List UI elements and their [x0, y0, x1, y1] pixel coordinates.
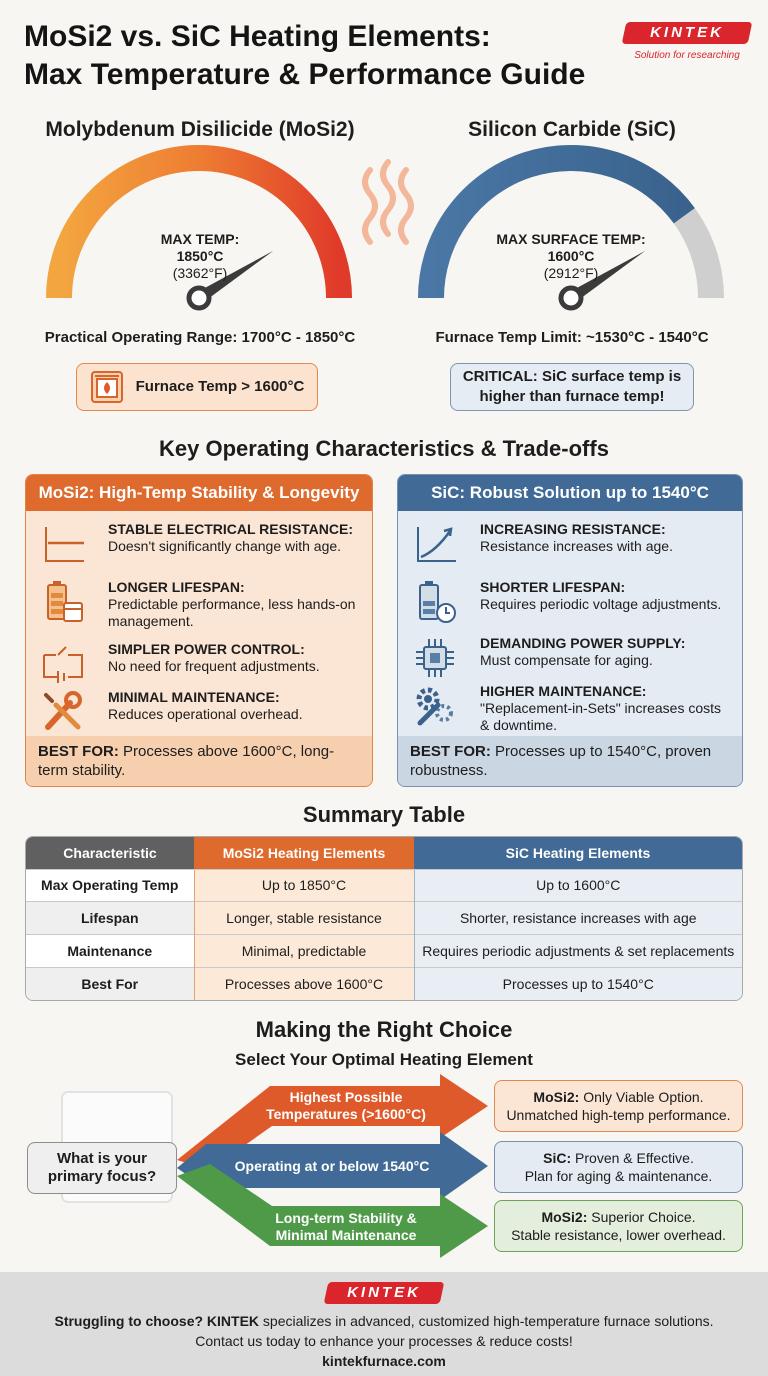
mosi-feature [26, 641, 372, 695]
feature-title: HIGHER MAINTENANCE: [480, 683, 647, 699]
option-label-1 [248, 1089, 444, 1123]
sic-callout-line-1: CRITICAL: SiC surface temp is [462, 368, 682, 385]
sic-max-temp [490, 231, 652, 282]
feature-desc: Doesn't significantly change with age. [108, 538, 342, 554]
rising-graph-icon [412, 521, 458, 567]
sic-callout [450, 363, 694, 411]
mosi-callout [76, 363, 318, 411]
sic-gauge-title: Silicon Carbide (SiC) [468, 118, 676, 141]
table-cell: Requires periodic adjustments & set replacements [414, 935, 742, 968]
heat-waves-icon [365, 162, 411, 242]
table-row [26, 968, 742, 1000]
result-2-rest: Proven & Effective. [575, 1150, 694, 1166]
table-cell: Lifespan [26, 902, 194, 935]
best-for-text: Processes above 1600°C, long-term stability. [38, 743, 335, 779]
feature-title: SHORTER LIFESPAN: [480, 579, 626, 595]
feature-title: STABLE ELECTRICAL RESISTANCE: [108, 521, 354, 537]
sic-panel-header: SiC: Robust Solution up to 1540°C [398, 475, 742, 511]
mosi-feature [26, 689, 372, 743]
feature-title: DEMANDING POWER SUPPLY: [480, 635, 686, 651]
option-label-3 [248, 1210, 444, 1244]
mosi-max-celsius: 1850°C [176, 248, 224, 264]
mosi-feature [26, 579, 372, 633]
table-cell: Maintenance [26, 935, 194, 968]
logo-tagline: Solution for researching [634, 50, 740, 61]
footer-logo-text: KINTEK [347, 1284, 421, 1301]
furnace-icon [90, 370, 124, 404]
footer-logo[interactable] [326, 1282, 442, 1304]
table-cell: Shorter, resistance increases with age [414, 902, 742, 935]
sic-feature [398, 521, 742, 575]
best-for-label: BEST FOR: [38, 743, 119, 760]
option-label-2: Operating at or below 1540°C [234, 1158, 430, 1174]
best-for-text: Processes up to 1540°C, proven robustness. [410, 743, 712, 779]
circuit-switch-icon [40, 641, 86, 687]
mosi-operating-range: Practical Operating Range: 1700°C - 1850°C [44, 329, 356, 346]
mosi-feature [26, 521, 372, 575]
title-line-2: Max Temperature & Performance Guide [24, 58, 586, 91]
table-cell: Minimal, predictable [194, 935, 414, 968]
question-line-2: primary focus? [47, 1168, 157, 1185]
characteristics-heading: Key Operating Characteristics & Trade-offs [159, 436, 609, 461]
table-cell: Up to 1850°C [194, 869, 414, 902]
table-cell: Best For [26, 968, 194, 1000]
sic-feature [398, 579, 742, 633]
sic-gauge-hub [561, 288, 581, 308]
feature-title: INCREASING RESISTANCE: [480, 521, 666, 537]
table-cell: Processes up to 1540°C [414, 968, 742, 1000]
sic-best-for [398, 736, 742, 786]
table-row [26, 902, 742, 935]
title-line-1: MoSi2 vs. SiC Heating Elements: [24, 20, 491, 53]
footer-line-1-rest: specializes in advanced, customized high-temperature furnace solutions. [259, 1313, 714, 1329]
mosi-best-for [26, 736, 372, 786]
result-sic-effective [494, 1141, 743, 1193]
gears-wrench-icon [412, 683, 458, 729]
battery-calendar-icon [40, 579, 86, 625]
best-for-label: BEST FOR: [410, 743, 491, 760]
option-3-line-2: Minimal Maintenance [275, 1227, 417, 1243]
table-header-row [26, 837, 742, 869]
sic-max-celsius: 1600°C [547, 248, 595, 264]
summary-heading: Summary Table [302, 802, 466, 827]
logo-text: KINTEK [650, 24, 724, 41]
sic-feature [398, 683, 742, 737]
kintek-logo[interactable] [620, 22, 754, 64]
question-line-1: What is your [56, 1150, 147, 1167]
mosi-max-temp [130, 231, 270, 282]
feature-desc: Reduces operational overhead. [108, 706, 303, 722]
wrench-screwdriver-icon [40, 689, 86, 735]
option-1-line-1: Highest Possible [289, 1089, 403, 1105]
mosi-panel-header: MoSi2: High-Temp Stability & Longevity [26, 475, 372, 511]
footer-url-link[interactable]: kintekfurnace.com [322, 1353, 446, 1369]
table-row [26, 869, 742, 902]
result-mosi-superior [494, 1200, 743, 1252]
mosi-characteristics-panel [25, 474, 373, 787]
sic-feature [398, 635, 742, 689]
result-2-bold: SiC: [543, 1150, 572, 1166]
footer-line-2: Contact us today to enhance your processes & reduce costs! [195, 1333, 573, 1349]
result-3-rest: Superior Choice. [591, 1209, 696, 1225]
result-1-bold: MoSi2: [533, 1089, 580, 1105]
mosi-max-label: MAX TEMP: [160, 231, 240, 247]
feature-desc: Requires periodic voltage adjustments. [480, 596, 722, 612]
feature-desc: "Replacement-in-Sets" increases costs & downtime. [480, 700, 722, 733]
primary-focus-question [27, 1142, 177, 1194]
feature-desc: No need for frequent adjustments. [108, 658, 320, 674]
feature-desc: Resistance increases with age. [480, 538, 673, 554]
sic-callout-line-2: higher than furnace temp! [479, 388, 665, 405]
result-3-bold: MoSi2: [541, 1209, 588, 1225]
footer-line-1 [0, 1311, 768, 1331]
feature-title: LONGER LIFESPAN: [108, 579, 245, 595]
result-2-line-2: Plan for aging & maintenance. [524, 1168, 713, 1184]
battery-clock-icon [412, 579, 458, 625]
mosi-gauge-hub [189, 288, 209, 308]
result-1-line-2: Unmatched high-temp performance. [506, 1107, 731, 1123]
feature-title: MINIMAL MAINTENANCE: [108, 689, 280, 705]
table-cell: Max Operating Temp [26, 869, 194, 902]
mosi-gauge-title: Molybdenum Disilicide (MoSi2) [45, 118, 355, 141]
result-1-rest: Only Viable Option. [583, 1089, 704, 1105]
decision-subheading: Select Your Optimal Heating Element [235, 1050, 533, 1069]
footer-line-1-bold: Struggling to choose? KINTEK [54, 1313, 260, 1329]
option-1-line-2: Temperatures (>1600°C) [266, 1106, 426, 1122]
sic-characteristics-panel [397, 474, 743, 787]
column-header: MoSi2 Heating Elements [194, 837, 414, 869]
page-title [24, 18, 624, 94]
flat-line-graph-icon [40, 521, 86, 567]
feature-title: SIMPLER POWER CONTROL: [108, 641, 305, 657]
sic-temp-limit: Furnace Temp Limit: ~1530°C - 1540°C [435, 329, 709, 346]
result-3-line-2: Stable resistance, lower overhead. [511, 1227, 726, 1243]
option-3-line-1: Long-term Stability & [275, 1210, 417, 1226]
sic-max-fahrenheit: (2912°F) [543, 265, 599, 281]
column-header: Characteristic [26, 837, 194, 869]
table-cell: Processes above 1600°C [194, 968, 414, 1000]
result-mosi-viable [494, 1080, 743, 1132]
column-header: SiC Heating Elements [414, 837, 742, 869]
table-cell: Up to 1600°C [414, 869, 742, 902]
table-row [26, 935, 742, 968]
chip-icon [412, 635, 458, 681]
sic-max-label: MAX SURFACE TEMP: [496, 231, 646, 247]
gauges-graphic [30, 140, 750, 320]
summary-table [25, 836, 743, 1001]
feature-desc: Predictable performance, less hands-on management. [108, 596, 356, 629]
decision-heading: Making the Right Choice [255, 1017, 513, 1042]
mosi-max-fahrenheit: (3362°F) [172, 265, 228, 281]
table-cell: Longer, stable resistance [194, 902, 414, 935]
feature-desc: Must compensate for aging. [480, 652, 653, 668]
mosi-callout-text: Furnace Temp > 1600°C [135, 378, 305, 395]
